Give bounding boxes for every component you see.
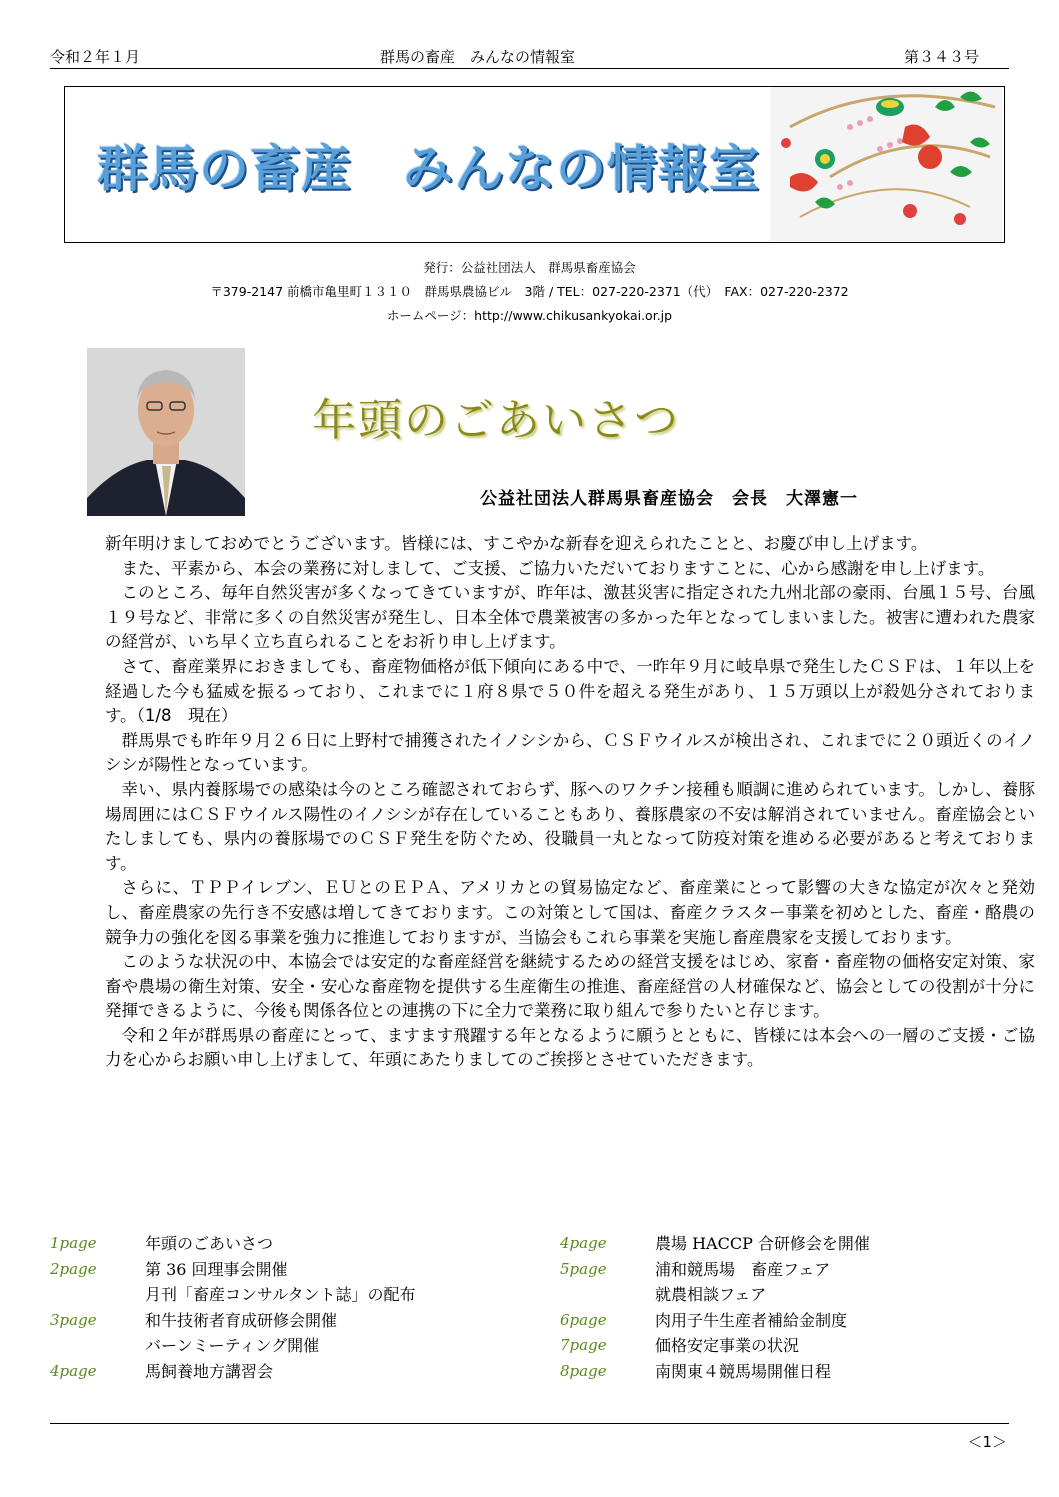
toc-entry[interactable] <box>560 1359 870 1385</box>
new-year-ornaments-icon <box>770 87 1002 241</box>
newsletter-name: 群馬の畜産 みんなの情報室 <box>380 48 576 66</box>
toc-page-label <box>50 1282 145 1308</box>
article-paragraph: さて、畜産業界におきましても、畜産物価格が低下傾向にある中で、一昨年９月に岐阜県で発生したＣＳＦは、１年以上を経過した今も猛威を振るっており、これまでに１府８県で５０件を超える発生があり、１５万頭以上が殺処分されております。（1/8 現在） <box>105 656 1036 726</box>
article-paragraph: 令和２年が群馬県の畜産にとって、ますます飛躍する年となるように願うとともに、皆様には本会への一層のご支援・ご協力を心からお願い申し上げまして、年頭にあたりましてのご挨拶とさせていただきます。 <box>105 1025 1035 1070</box>
toc-entry[interactable] <box>50 1257 416 1283</box>
article-paragraph: また、平素から、本会の業務に対しまして、ご支援、ご協力いただいておりますことに、心から感謝を申し上げます。 <box>121 558 995 578</box>
toc-page-label <box>50 1333 145 1359</box>
toc-title: 南関東４競馬場開催日程 <box>655 1361 832 1381</box>
toc-page-label: 8page <box>560 1361 607 1380</box>
toc-entry[interactable] <box>560 1257 870 1283</box>
toc-title: 第 36 回理事会開催 <box>145 1259 288 1279</box>
article-paragraph: 群馬県でも昨年９月２６日に上野村で捕獲されたイノシシから、ＣＳＦウイルスが検出され、これまでに２０頭近くのイノシシが陽性となっています。 <box>105 730 1035 775</box>
article-paragraph: 幸い、県内養豚場での感染は今のところ確認されておらず、豚へのワクチン接種も順調に進められています。しかし、養豚場周囲にはＣＳＦウイルス陽性のイノシシが存在していることもあり、養豚農家の不安は解消されていません。畜産協会といたしましても、県内の養豚場でのＣＳＦ発生を防ぐため、役職員一丸となって防疫対策を進める必要があると考えております。 <box>105 779 1035 873</box>
toc-entry[interactable] <box>50 1308 416 1334</box>
article-author: 公益社団法人群馬県畜産協会 会長 大澤憲一 <box>480 489 858 509</box>
page-number: ＜1＞ <box>967 1433 1007 1451</box>
toc-page-label: 3page <box>50 1310 97 1329</box>
toc-title: 肉用子牛生産者補給金制度 <box>655 1310 848 1330</box>
toc-entry[interactable] <box>50 1231 416 1257</box>
toc-entry[interactable] <box>560 1308 870 1334</box>
toc-page-label: 6page <box>560 1310 607 1329</box>
article-title: 年頭のごあいさつ <box>312 395 680 446</box>
toc-title: 馬飼養地方講習会 <box>145 1361 274 1381</box>
toc-page-label: 2page <box>50 1259 97 1278</box>
toc-title: 和牛技術者育成研修会開催 <box>145 1310 338 1330</box>
toc-title: 農場 HACCP 合研修会を開催 <box>655 1234 870 1253</box>
toc-title: 価格安定事業の状況 <box>655 1336 800 1355</box>
header-rule <box>50 68 1009 69</box>
toc-title: 浦和競馬場 畜産フェア <box>655 1259 831 1279</box>
issue-number: 第３４３号 <box>903 48 979 66</box>
toc-title: バーンミーティング開催 <box>145 1336 320 1355</box>
toc-entry[interactable] <box>560 1282 870 1308</box>
publisher-line: 発行：公益社団法人 群馬県畜産協会 <box>423 260 636 275</box>
publisher-address: 〒379-2147 前橋市亀里町１３１０ 群馬県農協ビル 3階 / TEL：027-220-2371（代） FAX：027-220-2372 <box>210 284 849 299</box>
toc-entry[interactable] <box>50 1359 416 1385</box>
article-paragraph: 新年明けましておめでとうございます。皆様には、すこやかな新春を迎えられたことと、お慶び申し上げます。 <box>105 534 928 553</box>
toc-page-label: 1page <box>50 1234 97 1252</box>
toc-entry[interactable] <box>50 1333 416 1359</box>
article-paragraph: さらに、ＴＰＰイレブン、ＥＵとのＥＰＡ、アメリカとの貿易協定など、畜産業にとって影響の大きな協定が次々と発効し、畜産農家の先行き不安感は増してきております。この対策として国は、畜産クラスター事業を初めとした、畜産・酪農の競争力の強化を図る事業を強力に推進しておりますが、当協会もこれら事業を実施し畜産農家を支援しております。 <box>105 878 1035 947</box>
toc-title: 年頭のごあいさつ <box>145 1234 274 1253</box>
toc-title: 就農相談フェア <box>655 1285 767 1304</box>
article-body <box>105 532 1035 1073</box>
article-paragraph: このところ、毎年自然災害が多くなってきていますが、昨年は、激甚災害に指定された九州北部の豪雨、台風１５号、台風１９号など、非常に多くの自然災害が発生し、日本全体で農業被害の多かった年となってしまいました。被害に遭われた農家の経営が、いち早く立ち直られることをお祈り申し上げます。 <box>105 583 1035 652</box>
table-of-contents-right <box>560 1231 870 1384</box>
masthead-banner <box>64 86 1005 243</box>
toc-entry[interactable] <box>560 1333 870 1359</box>
toc-page-label: 7page <box>560 1336 607 1354</box>
toc-page-label: 5page <box>560 1259 607 1278</box>
footer-rule <box>50 1423 1009 1424</box>
toc-page-label <box>560 1282 655 1308</box>
publisher-homepage: ホームページ：http://www.chikusankyokai.or.jp <box>386 308 673 323</box>
toc-title: 月刊「畜産コンサルタント誌」の配布 <box>145 1285 416 1304</box>
issue-date: 令和２年１月 <box>50 48 141 66</box>
table-of-contents-left <box>50 1231 416 1384</box>
toc-page-label: 4page <box>560 1234 607 1252</box>
toc-page-label: 4page <box>50 1361 97 1380</box>
masthead-title: 群馬の畜産 みんなの情報室 <box>97 140 760 198</box>
toc-entry[interactable] <box>50 1282 416 1308</box>
chairman-portrait <box>87 348 245 516</box>
article-paragraph: このような状況の中、本協会では安定的な畜産経営を継続するための経営支援をはじめ、家畜・畜産物の価格安定対策、家畜や農場の衛生対策、安全・安心な畜産物を提供する生産衛生の推進、畜産経営の人材確保など、協会としての役割が十分に発揮できるように、今後も関係各位との連携の下に全力で業務に取り組んで参りたいと存じます。 <box>105 952 1036 1021</box>
toc-entry[interactable] <box>560 1231 870 1257</box>
